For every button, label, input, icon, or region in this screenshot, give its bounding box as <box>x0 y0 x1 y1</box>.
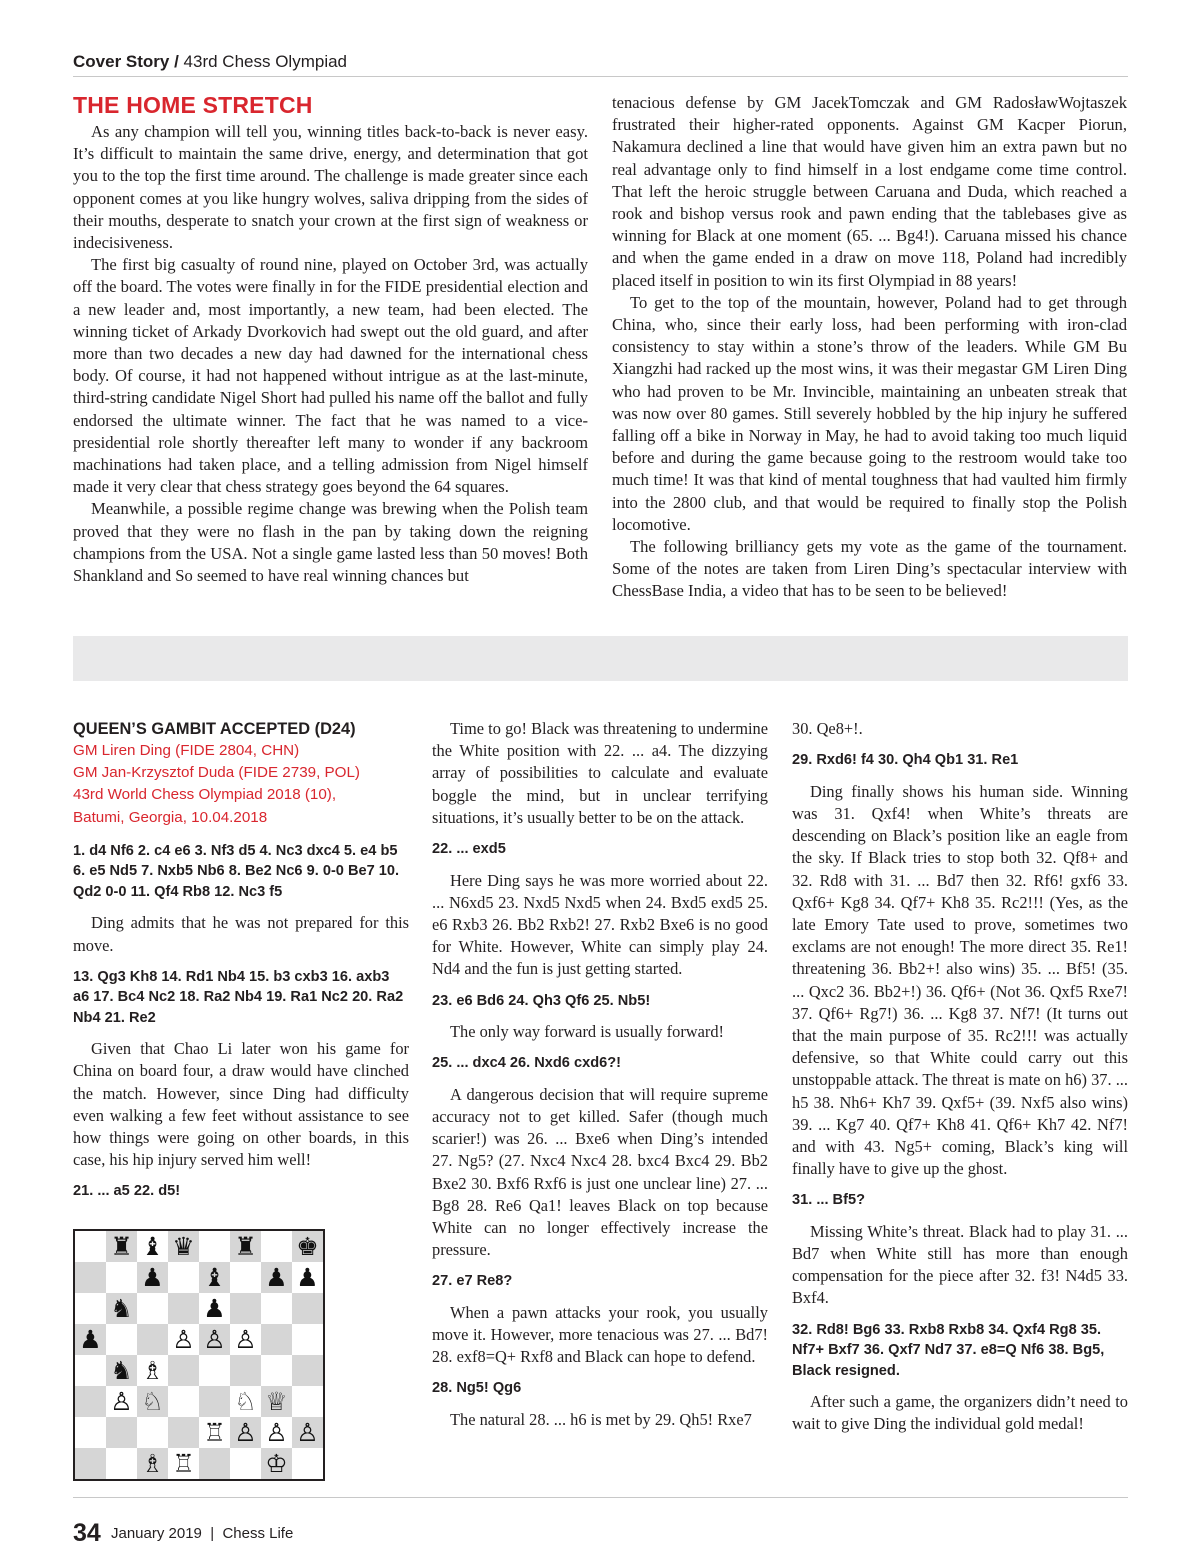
square-g6 <box>261 1293 292 1324</box>
square-f8 <box>230 1231 261 1262</box>
square-c2 <box>137 1417 168 1448</box>
annotation: After such a game, the organizers didn’t need to wait to give Ding the individual gold medal! <box>792 1392 1128 1434</box>
square-c8 <box>137 1231 168 1262</box>
square-b5 <box>106 1324 137 1355</box>
chess-piece-icon: ♟ <box>203 1294 226 1323</box>
square-g1 <box>261 1448 292 1479</box>
square-f7 <box>230 1262 261 1293</box>
annotation: Time to go! Black was threatening to undermine the White position with 22. ... a4. The dizzying array of possibilities to calculate and evaluate boggle the mind, but in unclear terrifying situations, it’s usually better to be on the attack. <box>432 719 768 827</box>
divider-band <box>73 636 1128 681</box>
article-column-1 <box>73 92 588 587</box>
square-h6 <box>292 1293 323 1324</box>
square-f3 <box>230 1386 261 1417</box>
page-number: 34 <box>73 1519 101 1547</box>
square-c1 <box>137 1448 168 1479</box>
article-paragraph: To get to the top of the mountain, however, Poland had to get through China, who, since their early loss, had been performing with iron-clad consistency to stay within a stone’s throw of the leaders. While GM Bu Xiangzhi had racked up the most wins, it was their megastar GM Liren Ding who had proven to be Mr. Invincible, maintaining an unbeaten streak that was now over 80 games. Still severely hobbled by the hip injury he suffered falling off a bike in Norway in May, he had to avoid taking too much liquid before and during the game because going to the restroom would take too much time! It was that kind of mental toughness that had vaulted him firmly into the 2800 club, and that would be required to finally stop the Polish locomotive. <box>612 292 1127 534</box>
square-e2 <box>199 1417 230 1448</box>
square-d1 <box>168 1448 199 1479</box>
chess-piece-icon: ♞ <box>110 1294 133 1323</box>
annotation: The only way forward is usually forward! <box>450 1022 725 1042</box>
header-rule <box>73 76 1128 77</box>
square-h4 <box>292 1355 323 1386</box>
square-b6 <box>106 1293 137 1324</box>
square-c4 <box>137 1355 168 1386</box>
chess-piece-icon: ♗ <box>141 1356 164 1385</box>
move-list: 32. Rd8! Bg6 33. Rxb8 Rxb8 34. Qxf4 Rg8 35. Nf7+ Bxf7 36. Qxf7 Nd7 37. e8=Q Nf6 38. Bg5, Black resigned. <box>792 1321 1105 1379</box>
game-title: QUEEN’S GAMBIT ACCEPTED (D24) <box>73 720 356 738</box>
move-list: 25. ... dxc4 26. Nxd6 cxd6?! <box>432 1055 621 1072</box>
game-info <box>73 740 409 829</box>
square-b4 <box>106 1355 137 1386</box>
chess-piece-icon: ♜ <box>234 1232 257 1261</box>
square-g2 <box>261 1417 292 1448</box>
square-e3 <box>199 1386 230 1417</box>
annotation: Ding finally shows his human side. Winning was 31. Qxf4! when White’s threats are descending on Black’s position like an eagle from the sky. If Black tries to stop both 32. Qf8+ and 32. Rd8 with 31. ... Bd7 then 32. Rf6! gxf6 33. Qxf6+ Kg8 34. Qf7+ Kh8 35. Rc2!!! (Yes, as the late Emory Tate used to prove, sometimes two exclams are not enough! The more direct 35. Re1! threatening 36. Bb2+! also wins) 35. ... Bf5! (35. ... Qxc2 36. Bb2+!) 36. Qf6+ (Not 36. Qxf5 Rxe7! 37. Qf6+ Rg7!) 36. ... Kg8 37. Nf7! (It turns out that the main purpose of 35. Rc2!!! was actually defensive, so that White could carry out this unstoppable attack. The threat is mate on h6) 37. ... h5 38. Nh6+ Kh7 39. Qxf5+ (39. Nxf5 also wins) 39. ... Kg7 40. Qf7+ Kh8 41. Qf6+ Kh7 42. Nf7! and with 43. Ng5+ coming, Black’s king will finally have to give up the ghost. <box>792 781 1128 1179</box>
square-f6 <box>230 1293 261 1324</box>
square-d4 <box>168 1355 199 1386</box>
game-column-2 <box>432 718 768 1441</box>
game-notes-3 <box>792 718 1128 1436</box>
move-list: 21. ... a5 22. d5! <box>73 1183 181 1200</box>
square-c5 <box>137 1324 168 1355</box>
square-d7 <box>168 1262 199 1293</box>
game-notes-2 <box>432 718 768 1431</box>
chess-piece-icon: ♜ <box>110 1232 133 1261</box>
square-d6 <box>168 1293 199 1324</box>
square-f4 <box>230 1355 261 1386</box>
square-d5 <box>168 1324 199 1355</box>
chess-piece-icon: ♙ <box>203 1325 226 1354</box>
move-list: 28. Ng5! Qg6 <box>432 1380 522 1397</box>
chess-piece-icon: ♟ <box>265 1263 288 1292</box>
square-b2 <box>106 1417 137 1448</box>
chess-piece-icon: ♙ <box>172 1325 195 1354</box>
article-paragraph: As any champion will tell you, winning titles back-to-back is never easy. It’s difficult to maintain the same drive, energy, and determination that got you to the top the first time around. The challenge is made greater since each opponent comes at you like hungry wolves, saliva dripping from the sides of their mouths, desperate to snatch your crown at the first sign of weakness or indecisiveness. <box>73 122 588 253</box>
article-paragraph: Meanwhile, a possible regime change was brewing when the Polish team proved that they were no flash in the pan by taking down the reigning champions from the USA. Not a single game lasted less than 50 moves! Both Shankland and So seemed to have real winning chances but <box>73 499 588 586</box>
black-player: GM Jan-Krzysztof Duda (FIDE 2739, POL) <box>73 764 360 782</box>
square-a6 <box>75 1293 106 1324</box>
square-g7 <box>261 1262 292 1293</box>
chess-piece-icon: ♝ <box>203 1263 226 1292</box>
square-b7 <box>106 1262 137 1293</box>
square-d8 <box>168 1231 199 1262</box>
game-column-3 <box>792 718 1128 1446</box>
square-h1 <box>292 1448 323 1479</box>
square-a2 <box>75 1417 106 1448</box>
article-column-2 <box>612 92 1127 603</box>
square-e8 <box>199 1231 230 1262</box>
chess-piece-icon: ♖ <box>203 1418 226 1447</box>
chess-piece-icon: ♟ <box>79 1325 102 1354</box>
section-label: Cover Story / <box>73 52 179 71</box>
square-e6 <box>199 1293 230 1324</box>
square-h2 <box>292 1417 323 1448</box>
footer-rule <box>73 1497 1128 1498</box>
chess-piece-icon: ♘ <box>141 1387 164 1416</box>
square-g4 <box>261 1355 292 1386</box>
square-c6 <box>137 1293 168 1324</box>
move-list: 23. e6 Bd6 24. Qh3 Qf6 25. Nb5! <box>432 992 651 1009</box>
chess-piece-icon: ♛ <box>172 1232 195 1261</box>
annotation: Ding admits that he was not prepared for this move. <box>73 913 409 955</box>
annotation: When a pawn attacks your rook, you usually move it. However, more tenacious was 27. ... Bd7! 28. exf8=Q+ Rxf8 and Black can hope to defend. <box>432 1302 768 1367</box>
square-a8 <box>75 1231 106 1262</box>
square-h5 <box>292 1324 323 1355</box>
square-e5 <box>199 1324 230 1355</box>
white-player: GM Liren Ding (FIDE 2804, CHN) <box>73 742 300 759</box>
square-e1 <box>199 1448 230 1479</box>
square-a5 <box>75 1324 106 1355</box>
move-list: 29. Rxd6! f4 30. Qh4 Qb1 31. Re1 <box>792 752 1019 769</box>
chess-piece-icon: ♖ <box>172 1449 195 1478</box>
chess-piece-icon: ♕ <box>265 1387 288 1416</box>
square-f1 <box>230 1448 261 1479</box>
square-b8 <box>106 1231 137 1262</box>
article-paragraph: tenacious defense by GM JacekTomczak and GM RadosławWojtaszek frustrated their higher-rated opponents. Against GM Kacper Piorun, Nakamura declined a line that would have given him an extra pawn but no real advantage only to find himself in a lost endgame come time control. That left the heroic struggle between Caruana and Duda, which reached a rook and bishop versus rook and pawn ending that the tablebases give as winning for Black at one moment (65. ... Bg4!). Caruana missed his chance and when the game ended in a draw on move 118, Poland had incredibly placed itself in position to win its first Olympiad in 88 years! <box>612 93 1127 290</box>
square-a4 <box>75 1355 106 1386</box>
chess-diagram <box>73 1229 325 1481</box>
annotation: Given that Chao Li later won his game for China on board four, a draw would have clinched the match. However, since Ding had difficulty even walking a few feet without assistance to see how things were going on other boards, in this case, his hip injury served him well! <box>73 1039 409 1170</box>
chess-piece-icon: ♙ <box>265 1418 288 1447</box>
event-name: 43rd World Chess Olympiad 2018 (10), <box>73 786 337 804</box>
annotation: A dangerous decision that will require supreme accuracy not to get killed. Safer (though much scarier!) was 26. ... Bxe6 when Ding’s intended 27. Ng5? (27. Nxc4 Nxc4 28. bxc4 Bxc4 29. Bb2 Bxe2 30. Bxf6 Rxf6 is just one unclear line) 27. ... Bg8 28. Re6 Qa1! leaves Black on top because White can no longer effectively increase the pressure. <box>432 1084 768 1260</box>
annotation: 30. Qe8+!. <box>792 719 863 738</box>
square-h8 <box>292 1231 323 1262</box>
chess-piece-icon: ♙ <box>110 1387 133 1416</box>
section-subtitle: 43rd Chess Olympiad <box>183 52 348 71</box>
game-notes-1 <box>73 841 409 1202</box>
chess-piece-icon: ♞ <box>110 1356 133 1385</box>
square-a3 <box>75 1386 106 1417</box>
chess-piece-icon: ♚ <box>296 1232 319 1261</box>
move-list: 13. Qg3 Kh8 14. Rd1 Nb4 15. b3 cxb3 16. axb3 a6 17. Bc4 Nc2 18. Ra2 Nb4 19. Ra1 Nc2 20. Ra2 Nb4 21. Re2 <box>73 968 404 1026</box>
square-b1 <box>106 1448 137 1479</box>
square-g8 <box>261 1231 292 1262</box>
square-b3 <box>106 1386 137 1417</box>
square-f5 <box>230 1324 261 1355</box>
article-paragraph: The first big casualty of round nine, played on October 3rd, was actually off the board. The votes were finally in for the FIDE presidential election and a new leader and, most importantly, a new team, had been elected. The winning ticket of Arkady Dvorkovich had swept out the old guard, and after more than two decades a new day had dawned for the international chess body. Of course, it had not happened without intrigue as at the last-minute, third-string candidate Nigel Short had pulled his name off the ballot and fully endorsed the ultimate winner. The fact that he was named to a vice-presidential role shortly thereafter left many to wonder if any backroom machinations had taken place, and a telling admission from Nigel himself made it very clear that chess strategy goes beyond the 64 squares. <box>73 255 588 497</box>
footer-text: January 2019 | Chess Life <box>110 1525 294 1542</box>
square-c7 <box>137 1262 168 1293</box>
move-list: 22. ... exd5 <box>432 841 506 858</box>
move-list: 31. ... Bf5? <box>792 1192 865 1209</box>
chess-piece-icon: ♗ <box>141 1449 164 1478</box>
article-headline: THE HOME STRETCH <box>73 92 313 118</box>
chess-piece-icon: ♙ <box>234 1325 257 1354</box>
annotation: Missing White’s threat. Black had to play 31. ... Bd7 when White still has more than enough compensation for the piece after 32. f3! N4d5 33. Bxf4. <box>792 1221 1128 1308</box>
square-e7 <box>199 1262 230 1293</box>
move-list: 1. d4 Nf6 2. c4 e6 3. Nf3 d5 4. Nc3 dxc4 5. e4 b5 6. e5 Nd5 7. Nxb5 Nb6 8. Be2 Nc6 9. 0-0 Be7 10. Qd2 0-0 11. Qf4 Rb8 12. Nc3 f5 <box>73 842 400 900</box>
chess-piece-icon: ♙ <box>234 1418 257 1447</box>
running-header <box>73 52 1128 72</box>
chess-piece-icon: ♘ <box>234 1387 257 1416</box>
annotation: Here Ding says he was more worried about 22. ... N6xd5 23. Nxd5 Nxd5 when 24. Bxd5 exd5 25. e6 Rxb3 26. Bb2 Rxb2! 27. Rxb2 Bxe6 is no good for White. However, White can simply play 24. Nd4 and the fun is just getting started. <box>432 870 768 979</box>
move-list: 27. e7 Re8? <box>432 1273 513 1290</box>
chess-piece-icon: ♙ <box>296 1418 319 1447</box>
article-paragraph: The following brilliancy gets my vote as the game of the tournament. Some of the notes are taken from Liren Ding’s spectacular interview with ChessBase India, a video that has to be seen to be believed! <box>612 537 1127 601</box>
square-g5 <box>261 1324 292 1355</box>
event-place-date: Batumi, Georgia, 10.04.2018 <box>73 808 268 826</box>
square-h7 <box>292 1262 323 1293</box>
chess-piece-icon: ♝ <box>141 1232 164 1261</box>
game-column-1 <box>73 718 409 1212</box>
square-e4 <box>199 1355 230 1386</box>
square-f2 <box>230 1417 261 1448</box>
square-a1 <box>75 1448 106 1479</box>
square-d3 <box>168 1386 199 1417</box>
page-footer <box>73 1519 293 1548</box>
chess-piece-icon: ♟ <box>141 1263 164 1292</box>
square-d2 <box>168 1417 199 1448</box>
square-g3 <box>261 1386 292 1417</box>
annotation: The natural 28. ... h6 is met by 29. Qh5! Rxe7 <box>450 1409 752 1429</box>
chess-piece-icon: ♔ <box>265 1449 288 1478</box>
square-h3 <box>292 1386 323 1417</box>
square-c3 <box>137 1386 168 1417</box>
chess-piece-icon: ♟ <box>296 1263 319 1292</box>
square-a7 <box>75 1262 106 1293</box>
